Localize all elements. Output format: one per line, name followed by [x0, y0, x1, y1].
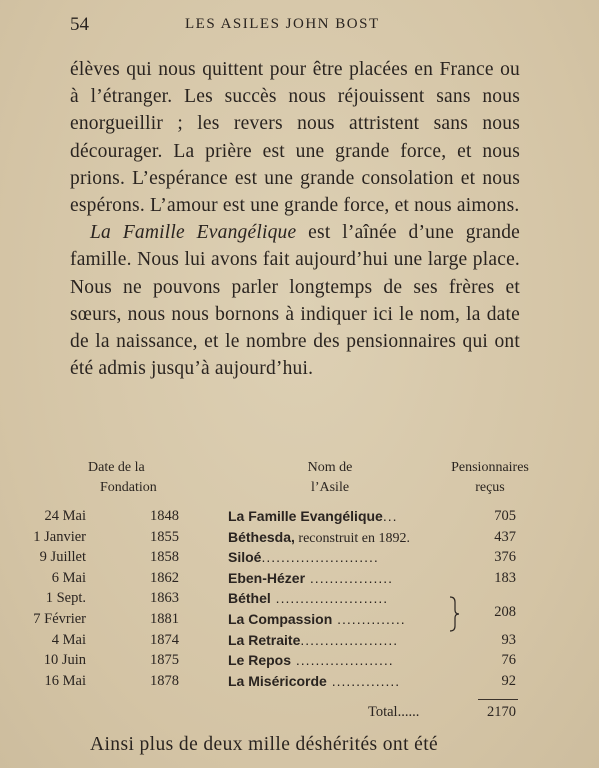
header-count-line-1: Pensionnaires [451, 460, 529, 475]
row-name-text: Béthesda, [228, 528, 295, 545]
brace-icon [448, 596, 460, 632]
row-count: 76 [501, 652, 516, 669]
row-leader-dots: .............. [326, 672, 401, 689]
header-date-line-1: Date de la [88, 460, 145, 475]
row-name-text: Eben-Hézer [228, 569, 306, 586]
row-year: 1863 [150, 590, 179, 607]
row-day: 4 Mai [51, 631, 86, 648]
header-name-line-2: l’Asile [310, 480, 350, 495]
row-count: 183 [494, 569, 516, 586]
table-row [0, 652, 599, 673]
row-name-text: La Retraite [228, 631, 301, 648]
row-count: 437 [494, 528, 516, 545]
table-row [0, 632, 599, 653]
row-leader-dots: ... [382, 508, 398, 524]
row-year: 1881 [150, 610, 179, 627]
row-leader-dots: .................... [291, 652, 394, 669]
row-asylum-name [228, 570, 446, 586]
row-day: 1 Janvier [33, 528, 86, 545]
row-asylum-name [228, 652, 446, 668]
row-day: 16 Mai [44, 672, 86, 689]
row-year: 1878 [150, 672, 179, 689]
total-value: 2170 [487, 704, 516, 720]
table-row [0, 529, 599, 550]
row-count: 93 [501, 631, 516, 648]
row-leader-dots: ........................ [261, 549, 379, 566]
row-count: 92 [501, 672, 516, 689]
row-day: 24 Mai [44, 508, 86, 524]
row-name-note: reconstruit en 1892. [294, 530, 411, 546]
page-number: 54 [70, 14, 89, 35]
page-header [70, 14, 529, 38]
table-header [0, 458, 599, 504]
row-asylum-name [228, 508, 446, 524]
row-name-text: Siloé [228, 549, 262, 566]
row-name-text: La Miséricorde [228, 672, 327, 689]
row-day: 10 Juin [43, 652, 86, 669]
row-day: 6 Mai [51, 569, 86, 586]
row-leader-dots: .............. [332, 610, 406, 627]
row-asylum-name [228, 673, 446, 689]
row-leader-dots: ................. [305, 569, 394, 586]
row-count: 376 [494, 549, 516, 566]
row-year: 1862 [150, 569, 179, 586]
table-row [0, 570, 599, 591]
table-row [0, 508, 599, 529]
row-name-text: Béthel [228, 590, 271, 607]
last-line: Ainsi plus de deux mille déshérités ont été [90, 734, 439, 755]
row-asylum-name [228, 632, 446, 648]
paragraph-2-text: est l’aînée d’une grande famille. Nous lui avons fait aujourd’hui une large place. Nous ne pouvons parler longtemps de ses frères et sœurs, nous nous bornons à indiquer ici le nom, la date de la naissance, et le nombre des pensionnaires qui ont été admis jusqu’à aujourd’hui. [70, 222, 520, 380]
paragraph-1: élèves qui nous quittent pour être placées en France ou à l’étranger. Les succès nous réjouissent sans nous enorgueillir ; les revers nous attristent sans nous décourager. La prière est une grande force, et nous prions. L’espérance est une grande consolation et nous espérons. L’amour est une grande force, et nous aimons. [70, 59, 520, 217]
table-row [0, 673, 599, 694]
row-asylum-name [228, 611, 446, 627]
table-row [0, 549, 599, 570]
row-year: 1858 [150, 549, 179, 566]
header-asylum-name [300, 458, 360, 498]
shared-count: 208 [494, 604, 516, 620]
row-day: 9 Juillet [39, 549, 86, 566]
row-day: 7 Février [33, 610, 86, 627]
row-asylum-name [228, 549, 446, 565]
paragraph-2 [70, 219, 520, 382]
row-asylum-name [228, 590, 446, 606]
row-leader-dots: .................... [300, 631, 399, 648]
row-leader-dots: ....................... [270, 590, 389, 607]
table-body [0, 508, 599, 693]
row-year: 1874 [150, 631, 179, 648]
row-year: 1848 [150, 508, 179, 524]
total-rule [478, 699, 518, 700]
header-residents-received [440, 458, 540, 498]
row-year: 1855 [150, 528, 179, 545]
row-name-text: Le Repos [228, 652, 292, 669]
row-count: 705 [494, 508, 516, 524]
paragraph-2-italic-title: La Famille Evangélique [90, 222, 297, 244]
header-date-foundation [88, 458, 178, 498]
row-asylum-name [228, 529, 446, 547]
header-name-line-1: Nom de [307, 460, 353, 475]
row-day: 1 Sept. [45, 590, 86, 607]
header-count-line-2: reçus [475, 480, 505, 495]
running-title: LES ASILES JOHN BOST [185, 16, 380, 32]
row-name-text: La Compassion [228, 610, 333, 627]
row-name-text: La Famille Evangélique [228, 508, 383, 524]
body-text [70, 56, 520, 382]
total-label: Total...... [368, 704, 420, 720]
header-date-line-2: Fondation [100, 480, 157, 495]
row-year: 1875 [150, 652, 179, 669]
